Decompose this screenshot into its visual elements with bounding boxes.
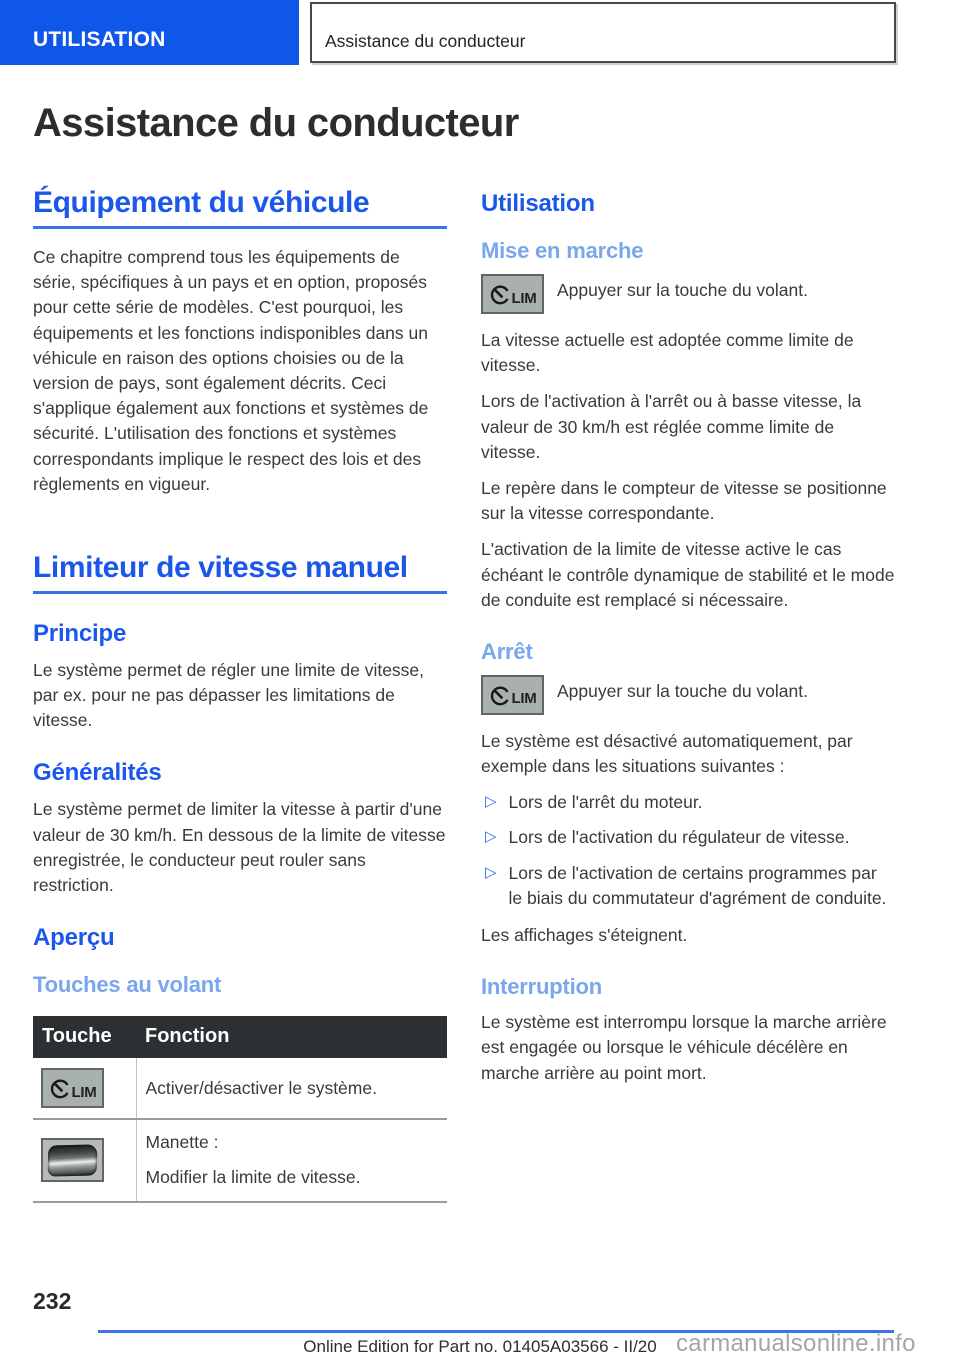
start-action-row: [481, 274, 895, 314]
list-item: [485, 790, 895, 815]
table-cell-icon: [33, 1058, 136, 1119]
page-number: 232: [33, 1288, 72, 1314]
start-action-text: Appuyer sur la touche du volant.: [557, 280, 808, 300]
general-paragraph: Le système permet de limiter la vitesse à partir d'une valeur de 30 km/h. En dessous de la limite de vitesse enregistrée, le conducteur peut rouler sans restriction.: [33, 799, 446, 895]
function-text: Activer/désactiver le système.: [145, 1077, 377, 1098]
heading-overview: Aperçu: [33, 924, 115, 952]
speedometer-icon: [489, 684, 511, 706]
table-row: [33, 1119, 447, 1201]
heading-start: Mise en marche: [481, 238, 644, 263]
rocker-switch-thumb: [48, 1144, 98, 1176]
content-columns: [33, 186, 895, 1203]
stop-action-text: Appuyer sur la touche du volant.: [557, 680, 808, 701]
page-title: Assistance du conducteur: [33, 101, 519, 145]
triangle-bullet-icon: ▷: [485, 792, 497, 811]
table-row: [33, 1058, 447, 1119]
buttons-table: [33, 1016, 447, 1202]
start-paragraph: L'activation de la limite de vitesse active le cas échéant le contrôle dynamique de stabilité et le mode de conduite est remplacé si nécessaire.: [481, 539, 895, 610]
list-item-text: Lors de l'activation de certains programmes par le biais du commutateur d'agrément de conduite.: [508, 862, 887, 908]
lim-button-label: LIM: [511, 690, 537, 708]
speedometer-icon: [49, 1077, 71, 1099]
interruption-paragraph: Le système est interrompu lorsque la marche arrière est engagée ou lorsque le véhicule décélère en marche arrière au point mort.: [481, 1012, 887, 1083]
function-text: Modifier la limite de vitesse.: [145, 1167, 361, 1188]
equipment-paragraph: Ce chapitre comprend tous les équipements de série, spécifiques à un pays et en option, proposés pour cette série de modèles. C'est pourquoi, les équipements et les fonctions indisponibles dans un véhicule en raison des options choisies ou de la version de pays, sont également décrits. Ceci s'applique également aux fonctions et systèmes de sécurité. L'utilisation des fonctions et systèmes correspondants implique le respect des lois et des règlements en vigueur.: [33, 247, 429, 494]
heading-usage: Utilisation: [481, 190, 595, 217]
speedometer-icon: [489, 283, 511, 305]
chapter-label: UTILISATION: [33, 28, 166, 51]
list-item: [485, 825, 895, 850]
table-header-function: Fonction: [136, 1016, 447, 1058]
triangle-bullet-icon: ▷: [485, 862, 497, 881]
table-cell-function: [136, 1058, 447, 1119]
right-column: [481, 186, 895, 1203]
edition-note: Online Edition for Part no. 01405A03566 - II/20: [303, 1337, 657, 1356]
start-paragraph: Lors de l'activation à l'arrêt ou à basse vitesse, la valeur de 30 km/h est réglée comme limite de vitesse.: [481, 391, 862, 462]
table-cell-icon: [33, 1119, 136, 1201]
table-header-row: [33, 1016, 447, 1058]
stop-after-paragraph: Les affichages s'éteignent.: [481, 925, 688, 945]
stop-action-row: [481, 675, 895, 715]
heading-stop: Arrêt: [481, 638, 533, 664]
lim-button-icon: [41, 1068, 104, 1108]
heading-general: Généralités: [33, 759, 162, 787]
list-item: [485, 861, 895, 911]
section-header-box: [310, 2, 896, 63]
lim-button-icon: [481, 274, 544, 314]
principle-paragraph: Le système permet de régler une limite de vitesse, par ex. pour ne pas dépasser les limitations de vitesse.: [33, 659, 425, 731]
lim-button-label: LIM: [511, 289, 537, 307]
start-paragraph: Le repère dans le compteur de vitesse se positionne sur la vitesse correspondante.: [481, 477, 887, 524]
list-item-text: Lors de l'activation du régulateur de vitesse.: [508, 827, 850, 848]
list-item-text: Lors de l'arrêt du moteur.: [508, 792, 703, 813]
section-header-label: Assistance du conducteur: [325, 31, 526, 51]
heading-speed-limiter: Limiteur de vitesse manuel: [33, 551, 447, 594]
left-column: [33, 186, 447, 1203]
heading-interruption: Interruption: [481, 974, 603, 1000]
heading-steering-buttons: Touches au volant: [33, 972, 222, 998]
function-text: Manette :: [145, 1132, 219, 1153]
triangle-bullet-icon: ▷: [485, 827, 497, 846]
table-cell-function: [136, 1119, 447, 1201]
stop-intro-paragraph: Le système est désactivé automatiquement, par exemple dans les situations suivantes :: [481, 730, 853, 777]
start-paragraph: La vitesse actuelle est adoptée comme limite de vitesse.: [481, 330, 854, 376]
chapter-banner: [0, 0, 299, 65]
heading-equipment: Équipement du véhicule: [33, 186, 447, 229]
heading-principle: Principe: [33, 619, 127, 647]
rocker-switch-icon: [41, 1138, 104, 1182]
site-watermark: carmanualsonline.info: [676, 1330, 916, 1357]
lim-button-icon: [481, 675, 544, 715]
table-header-button: Touche: [33, 1016, 136, 1058]
lim-button-label: LIM: [71, 1083, 97, 1101]
